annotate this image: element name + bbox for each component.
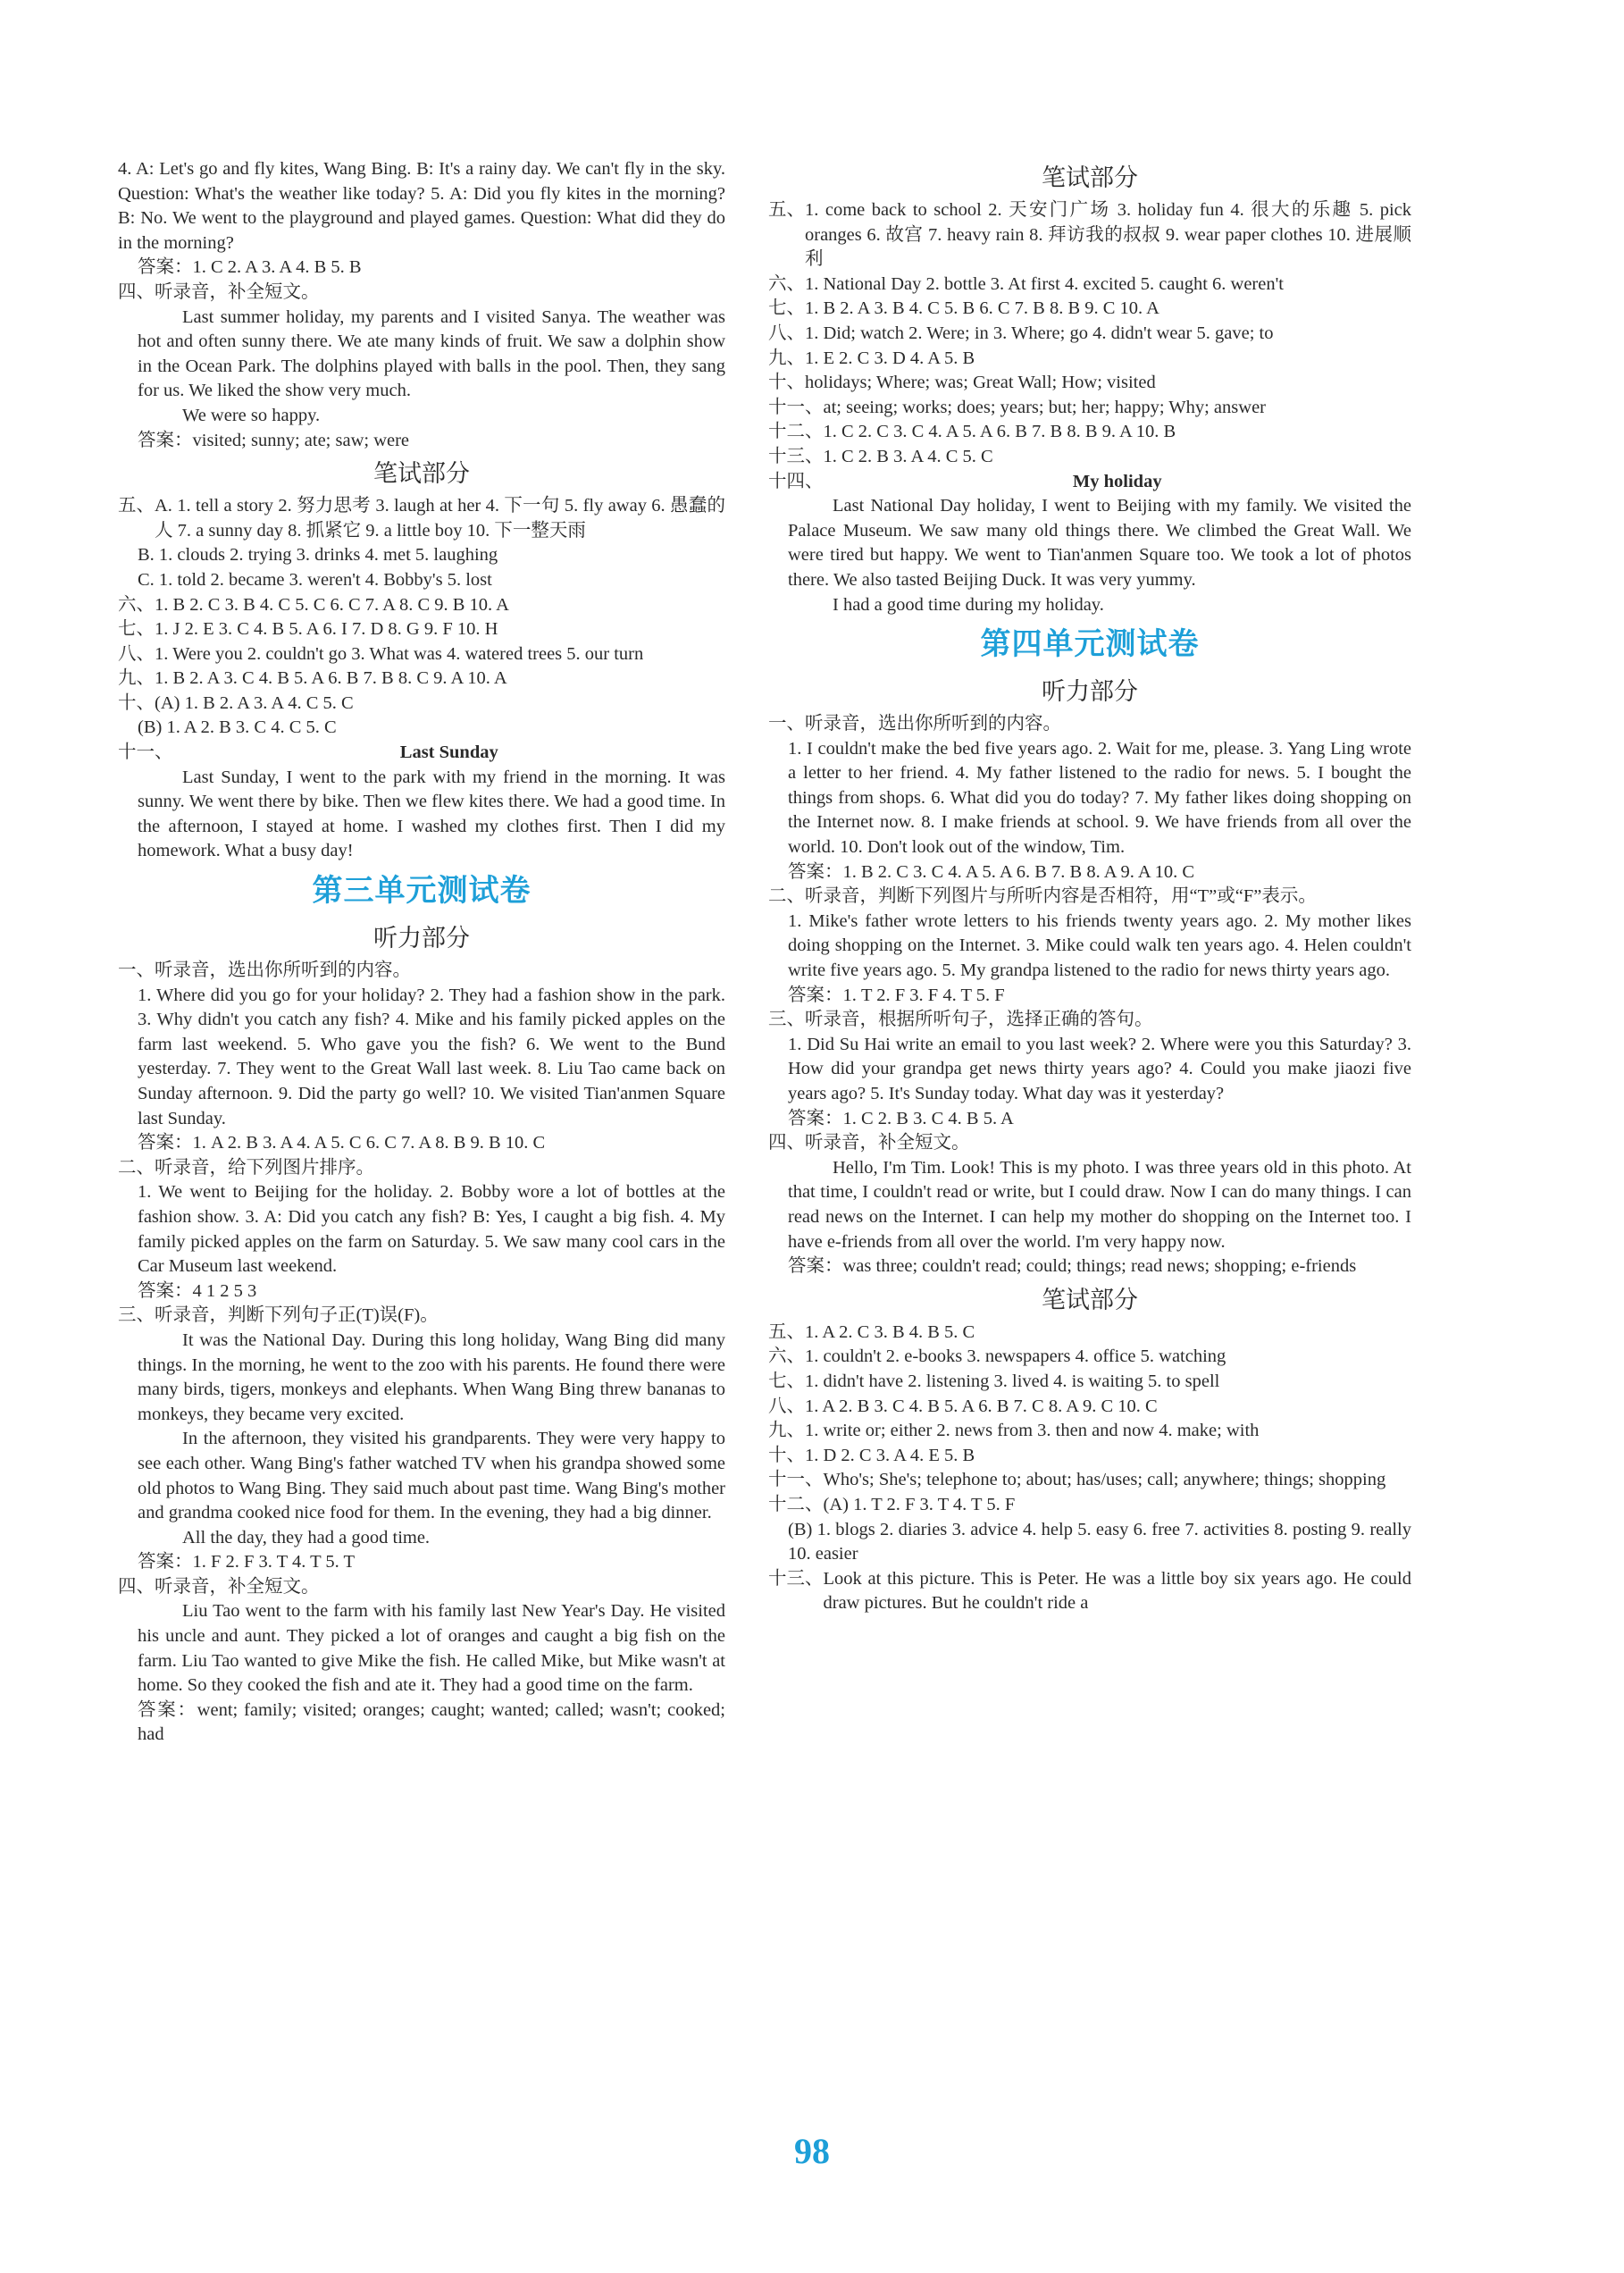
answer-text: 听录音，选出你所听到的内容。 [155,960,411,981]
question-block [768,1131,1411,1156]
question-block [768,1567,1411,1616]
answer-text: 听录音，判断下列图片与所听内容是否相符，用“T”或“F”表示。 [805,886,1317,907]
question-block [768,1419,1411,1444]
section-number: 七、 [768,298,805,319]
answer-text: 听录音，补全短文。 [155,1576,320,1597]
answer-text: 答案：1. C 2. A 3. A 4. B 5. B [138,257,362,278]
answer-text: 1. J 2. E 3. C 4. B 5. A 6. I 7. D 8. G 9. F 10. H [155,619,498,640]
question-block [768,1321,1411,1346]
essay-title: Last Sunday [399,742,498,763]
passage-paragraph: All the day, they had a good time. [182,1527,431,1547]
section-heading: 听力部分 [373,925,470,953]
question-block [768,1468,1411,1493]
section-number: 九、 [118,668,155,689]
question-block [118,1156,725,1181]
section-number: 十一、 [768,1470,824,1490]
question-block [768,1370,1411,1395]
answer-text: 1. B 2. A 3. C 4. B 5. A 6. B 7. B 8. C 9. A 10. A [155,668,507,689]
answer-text: 1. couldn't 2. e-books 3. newspapers 4. office 5. watching [805,1346,1226,1367]
passage-paragraph: Last summer holiday, my parents and I visited Sanya. The weather was hot and often sunny there. We ate many kinds of fruit. We saw a dolphin show in the Ocean Park. The dolphins played with balls in the pool. Then, they sang for us. We liked the show very much. [138,306,725,401]
answer-text: 答案：1. A 2. B 3. A 4. A 5. C 6. C 7. A 8. B 9. B 10. C [138,1133,546,1153]
section-number: 二、 [768,886,805,907]
answer-text: 1. A 2. C 3. B 4. B 5. C [805,1321,975,1342]
question-block [768,1395,1411,1420]
answer-text: 答案：1. T 2. F 3. F 4. T 5. F [788,985,1005,1005]
section-number: 八、 [118,643,155,664]
right-column [768,157,1411,1616]
question-block [768,1444,1411,1469]
passage-paragraph: Hello, I'm Tim. Look! This is my photo. I was three years old in this photo. At that time, I couldn't read or write, but I could draw. Now I can do many things. I can read news on the Internet. I can help my mother do shopping on the Internet too. I have e-friends from all over the world. I'm very happy now. [788,1157,1411,1252]
question-block [768,297,1411,322]
answer-text: 听录音，补全短文。 [805,1133,970,1153]
answer-text: C. 1. told 2. became 3. weren't 4. Bobby's 5. lost [138,569,492,590]
question-block [768,1493,1411,1518]
question-block [768,712,1411,737]
answer-text: holidays; Where; was; Great Wall; How; visited [805,373,1156,393]
answer-text: 1. write or; either 2. news from 3. then and now 4. make; with [805,1421,1260,1441]
question-block [118,281,725,306]
question-block [768,420,1411,445]
answer-text: 1. D 2. C 3. A 4. E 5. B [805,1445,975,1465]
answer-text: at; seeing; works; does; years; but; her; happy; Why; answer [823,397,1266,417]
answer-text: 答案：1. F 2. F 3. T 4. T 5. T [138,1552,356,1573]
answer-text: (B) 1. blogs 2. diaries 3. advice 4. help 5. easy 6. free 7. activities 8. posting 9. really 10. easier [788,1519,1411,1564]
question-block [768,1008,1411,1033]
section-heading: 笔试部分 [1042,164,1138,192]
answer-text: 答案：1. B 2. C 3. C 4. A 5. A 6. B 7. B 8. A 9. A 10. C [788,861,1195,882]
section-number: 十三、 [768,446,824,466]
answer-text: 1. B 2. A 3. B 4. C 5. B 6. C 7. B 8. B 9. C 10. A [805,298,1159,319]
section-number: 十一、 [118,742,173,763]
section-number: 十二、 [768,422,824,442]
section-number: 五、 [768,1321,805,1342]
unit-test-title: 第四单元测试卷 [980,626,1200,663]
question-block [768,1345,1411,1370]
passage-paragraph: We were so happy. [182,405,321,425]
section-number: 十一、 [768,397,824,417]
section-number: 五、 [768,200,805,220]
left-column [118,157,725,1748]
answer-text: Who's; She's; telephone to; about; has/uses; call; anywhere; things; shopping [823,1470,1386,1490]
section-number: 三、 [118,1305,155,1326]
section-number: 十三、 [768,1568,824,1589]
answer-text: 1. C 2. C 3. C 4. A 5. A 6. B 7. B 8. B 9. A 10. B [823,422,1176,442]
answer-text: 听录音，选出你所听到的内容。 [805,714,1061,734]
answer-text: 1. C 2. B 3. A 4. C 5. C [823,446,993,466]
section-number: 六、 [768,1346,805,1367]
section-number: 五、 [118,496,155,516]
section-heading: 笔试部分 [1042,1286,1138,1314]
answer-text: (B) 1. A 2. B 3. C 4. C 5. C [138,717,337,738]
section-number: 六、 [768,273,805,294]
page-number: 98 [794,2131,830,2171]
passage-paragraph: Last Sunday, I went to the park with my friend in the morning. It was sunny. We went there by bike. Then we flew kites there. We had a good time. In the afternoon, I stayed at home. I washed my clothes first. Then I did my homework. What a busy day! [138,767,725,861]
answer-text: 听录音，给下列图片排序。 [155,1157,374,1178]
answer-text: 1. B 2. C 3. B 4. C 5. C 6. C 7. A 8. C 9. B 10. A [155,594,509,615]
section-number: 十二、 [768,1494,824,1514]
passage-paragraph: Last National Day holiday, I went to Beijing with my family. We visited the Palace Museum. We saw many old things there. We climbed the Great Wall. We were tired but happy. We went to Tian'anmen Square too. We took a lot of photos there. We also tasted Beijing Duck. It was very yummy. [788,496,1411,590]
question-block [768,885,1411,910]
passage-paragraph: I had a good time during my holiday. [833,594,1104,615]
question-block [768,347,1411,372]
answer-text: 1. Did; watch 2. Were; in 3. Where; go 4. didn't wear 5. gave; to [805,323,1274,343]
section-heading: 笔试部分 [373,460,470,489]
section-number: 十、 [768,373,805,393]
section-number: 一、 [118,960,155,981]
section-number: 十、 [768,1445,805,1465]
section-number: 九、 [768,1421,805,1441]
answer-text: 答案：4 1 2 5 3 [138,1280,257,1301]
question-block [118,617,725,642]
answer-text: 答案：went; family; visited; oranges; caught; wanted; called; wasn't; cooked; had [138,1699,725,1745]
question-block [118,494,725,543]
answer-text: 1. come back to school 2. 天安门广场 3. holiday fun 4. 很大的乐趣 5. pick oranges 6. 故宫 7. heavy rain 8. 拜访我的叔叔 9. wear paper clothes 10. 进展顺利 [805,200,1411,270]
question-block [768,371,1411,396]
question-block [118,642,725,667]
section-number: 六、 [118,594,155,615]
answer-text: 答案：visited; sunny; ate; saw; were [138,430,410,450]
passage-paragraph: It was the National Day. During this long holiday, Wang Bing did many things. In the morning, he went to the zoo with his parents. He found there were many birds, tigers, monkeys and elephants. When Wang Bing threw bananas to monkeys, they became very excited. [138,1329,725,1424]
answer-text: 1. Mike's father wrote letters to his friends twenty years ago. 2. My mother likes doing shopping on the Internet. 3. Mike could walk ten years ago. 4. Helen couldn't write five years ago. 5. My grandpa listened to the radio for news thirty years ago. [788,910,1411,981]
answer-text: 1. A 2. B 3. C 4. B 5. A 6. B 7. C 8. A 9. C 10. C [805,1396,1158,1416]
answer-text: 1. I couldn't make the bed five years ago. 2. Wait for me, please. 3. Yang Ling wrote a letter to her friend. 4. My father listened to the radio for news. 5. I bought the things from shops. 6. What did you do today? 7. My father likes doing shopping on the Internet now. 8. I make friends at school. 9. We have friends from all over the world. 10. Don't look out of the window, Tim. [788,738,1411,858]
answer-text: 1. National Day 2. bottle 3. At first 4. excited 5. caught 6. weren't [805,273,1284,294]
answer-text: 4. A: Let's go and fly kites, Wang Bing. B: It's a rainy day. We can't fly in the sky. Question: What's the weather like today? 5. A: Did you fly kites in the morning? B: No. We went to the playground and played games. Question: What did they do in the morning? [118,159,725,253]
answer-text: Look at this picture. This is Peter. He was a little boy six years ago. He could draw pictures. But he couldn't ride a [823,1568,1411,1614]
answer-text: 听录音，根据所听句子，选择正确的答句。 [805,1010,1153,1030]
section-number: 三、 [768,1010,805,1030]
answer-text: (A) 1. B 2. A 3. A 4. C 5. C [155,692,354,713]
answer-text: 答案：1. C 2. B 3. C 4. B 5. A [788,1108,1014,1128]
answer-text: 1. E 2. C 3. D 4. A 5. B [805,348,975,368]
question-block [768,445,1411,470]
question-block [118,667,725,692]
section-heading: 听力部分 [1042,678,1138,707]
section-number: 四、 [768,1133,805,1153]
question-block [118,692,725,717]
section-number: 八、 [768,323,805,343]
passage-paragraph: Liu Tao went to the farm with his family last New Year's Day. He visited his uncle and aunt. They picked a lot of oranges and caught a big fish on the farm. Liu Tao wanted to give Mike the fish. He called Mike, but Mike wasn't at home. So they cooked the fish and ate it. They had a good time on the farm. [138,1601,725,1696]
essay-title: My holiday [1072,471,1162,491]
answer-text: 1. Did Su Hai write an email to you last week? 2. Where were you this Saturday? 3. How did your grandpa get news thirty years ago? 4. Could you make jiaozi five years ago? 5. It's Sunday today. What day was it yesterday? [788,1034,1411,1103]
answer-text: 1. Were you 2. couldn't go 3. What was 4. watered trees 5. our turn [155,643,644,664]
question-block [118,959,725,984]
question-block [768,198,1411,273]
section-number: 九、 [768,348,805,368]
section-number: 四、 [118,1576,155,1597]
answer-text: 1. Where did you go for your holiday? 2. They had a fashion show in the park. 3. Why didn't you catch any fish? 4. Mike and his family picked apples on the farm last weekend. 5. Who gave you the fish? 6. We went to the Bund yesterday. 7. They went to the Great Wall last week. 8. Liu Tao came back on Sunday afternoon. 9. Did the party go well? 10. We visited Tian'anmen Square last Sunday. [138,985,725,1128]
answer-text: 答案：was three; couldn't read; could; things; read news; shopping; e-friends [788,1256,1357,1277]
question-block [118,741,725,766]
answer-text: B. 1. clouds 2. trying 3. drinks 4. met 5. laughing [138,545,498,566]
answer-text: A. 1. tell a story 2. 努力思考 3. laugh at her 4. 下一句 5. fly away 6. 愚蠢的人 7. a sunny day 8. 抓紧它 9. a little boy 10. 下一整天雨 [155,496,725,541]
question-block [768,396,1411,421]
section-number: 十、 [118,692,155,713]
section-number: 七、 [118,619,155,640]
passage-paragraph: In the afternoon, they visited his grandparents. They were very happy to see each other. Wang Bing's father watched TV when his grandpa showed some old photos to Wang Bing. They said much about past time. Wang Bing's mother and grandma cooked nice food for them. In the evening, they had a big dinner. [138,1429,725,1523]
answer-text: (A) 1. T 2. F 3. T 4. T 5. F [823,1494,1016,1514]
question-block [118,593,725,618]
question-block [118,1304,725,1329]
section-number: 二、 [118,1157,155,1178]
answer-text: 听录音，判断下列句子正(T)误(F)。 [155,1305,439,1326]
question-block [118,1575,725,1600]
question-block [768,470,1411,495]
answer-text: 听录音，补全短文。 [155,281,320,302]
unit-test-title: 第三单元测试卷 [312,873,532,910]
section-number: 十四、 [768,471,824,491]
section-number: 七、 [768,1371,805,1391]
question-block [768,322,1411,347]
section-number: 四、 [118,281,155,302]
section-number: 八、 [768,1396,805,1416]
answer-text: 1. We went to Beijing for the holiday. 2. Bobby wore a lot of bottles at the fashion show. 3. A: Did you catch any fish? B: Yes, I caught a big fish. 4. My family picked apples on the farm on Saturday. 5. We saw many cool cars in the Car Museum last weekend. [138,1182,725,1277]
section-number: 一、 [768,714,805,734]
question-block [768,273,1411,298]
answer-text: 1. didn't have 2. listening 3. lived 4. is waiting 5. to spell [805,1371,1220,1391]
